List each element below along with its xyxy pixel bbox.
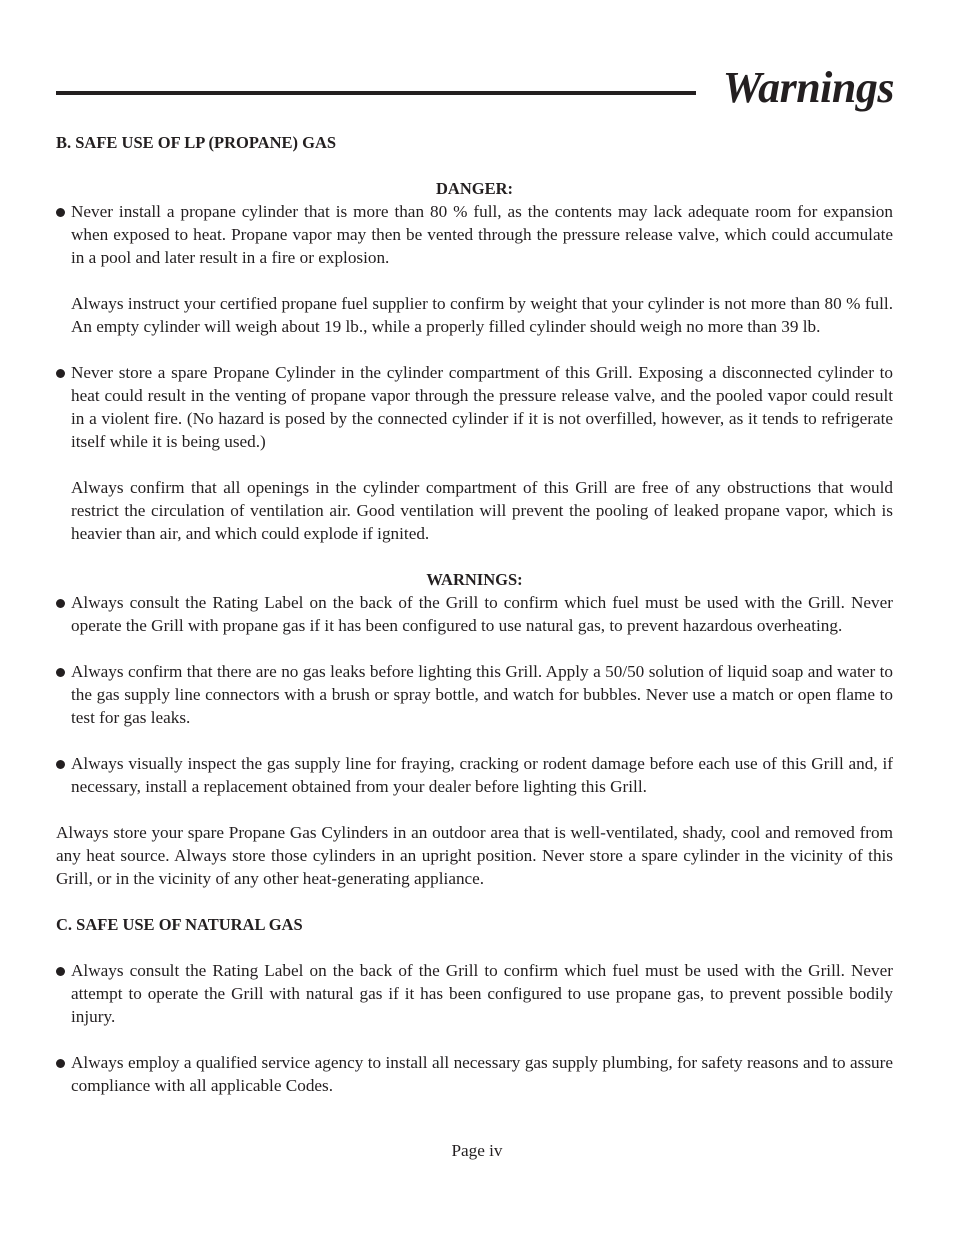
danger-heading: DANGER: [436, 179, 513, 198]
danger-item [56, 361, 893, 453]
page-number: Page iv [451, 1141, 503, 1160]
bullet-dot [56, 208, 65, 217]
danger-item-followup: Always instruct your certified propane fuel supplier to confirm by weight that your cylinder is not more than 80 % full. An empty cylinder will weigh about 19 lb., while a properly filled cylinder should weigh no more than 39 lb. [71, 294, 893, 336]
section-b-heading: B. SAFE USE OF LP (PROPANE) GAS [56, 133, 337, 152]
bullet-dot [56, 369, 65, 378]
warnings-heading: WARNINGS: [426, 570, 523, 589]
natural-gas-item-text: Always consult the Rating Label on the back of the Grill to confirm which fuel must be used with the Grill. Never attempt to operate the Grill with natural gas if it has been configured to use propane gas, to prevent possible bodily injury. [71, 961, 893, 1026]
danger-item-text: Never store a spare Propane Cylinder in the cylinder compartment of this Grill. Exposing a disconnected cylinder to heat could result in the venting of propane vapor through the pressure release valve, and the pooled vapor could result in a violent fire. (No hazard is posed by the connected cylinder if it is not overfilled, however, as it tends to refrigerate itself while it is being used.) [71, 363, 893, 451]
natural-gas-item [56, 959, 893, 1028]
bullet-dot [56, 967, 65, 976]
danger-item [56, 200, 893, 269]
danger-item-followup: Always confirm that all openings in the cylinder compartment of this Grill are free of any obstructions that would restrict the circulation of ventilation air. Good ventilation will prevent the pooling of leaked propane vapor, which is heavier than air, and which could explode if ignited. [71, 478, 893, 543]
warning-item-text: Always consult the Rating Label on the back of the Grill to confirm which fuel must be used with the Grill. Never operate the Grill with propane gas if it has been configured to use natural gas, to prevent hazardous overheating. [71, 593, 893, 635]
storage-paragraph: Always store your spare Propane Gas Cylinders in an outdoor area that is well-ventilated, shady, cool and removed from any heat source. Always store those cylinders in an upright position. Never store a spare cylinder in the vicinity of this Grill, or in the vicinity of any other heat-generating appliance. [56, 823, 893, 888]
danger-item-text: Never install a propane cylinder that is more than 80 % full, as the contents may lack adequate room for expansion when exposed to heat. Propane vapor may then be vented through the pressure release valve, which could accumulate in a pool and later result in a fire or explosion. [71, 202, 893, 267]
natural-gas-item-text: Always employ a qualified service agency to install all necessary gas supply plumbing, for safety reasons and to assure compliance with all applicable Codes. [71, 1053, 893, 1095]
bullet-dot [56, 668, 65, 677]
warning-item [56, 591, 893, 637]
page-content [56, 131, 893, 1097]
warning-item [56, 752, 893, 798]
bullet-dot [56, 599, 65, 608]
page-title: Warnings [722, 63, 894, 112]
header-rule [56, 91, 696, 95]
warning-item [56, 660, 893, 729]
bullet-dot [56, 760, 65, 769]
section-c-heading: C. SAFE USE OF NATURAL GAS [56, 915, 303, 934]
natural-gas-item [56, 1051, 893, 1097]
warning-item-text: Always confirm that there are no gas leaks before lighting this Grill. Apply a 50/50 solution of liquid soap and water to the gas supply line connectors with a brush or spray bottle, and watch for bubbles. Never use a match or open flame to test for gas leaks. [71, 662, 893, 727]
warning-item-text: Always visually inspect the gas supply line for fraying, cracking or rodent damage before each use of this Grill and, if necessary, install a replacement obtained from your dealer before lighting this Grill. [71, 754, 893, 796]
bullet-dot [56, 1059, 65, 1068]
